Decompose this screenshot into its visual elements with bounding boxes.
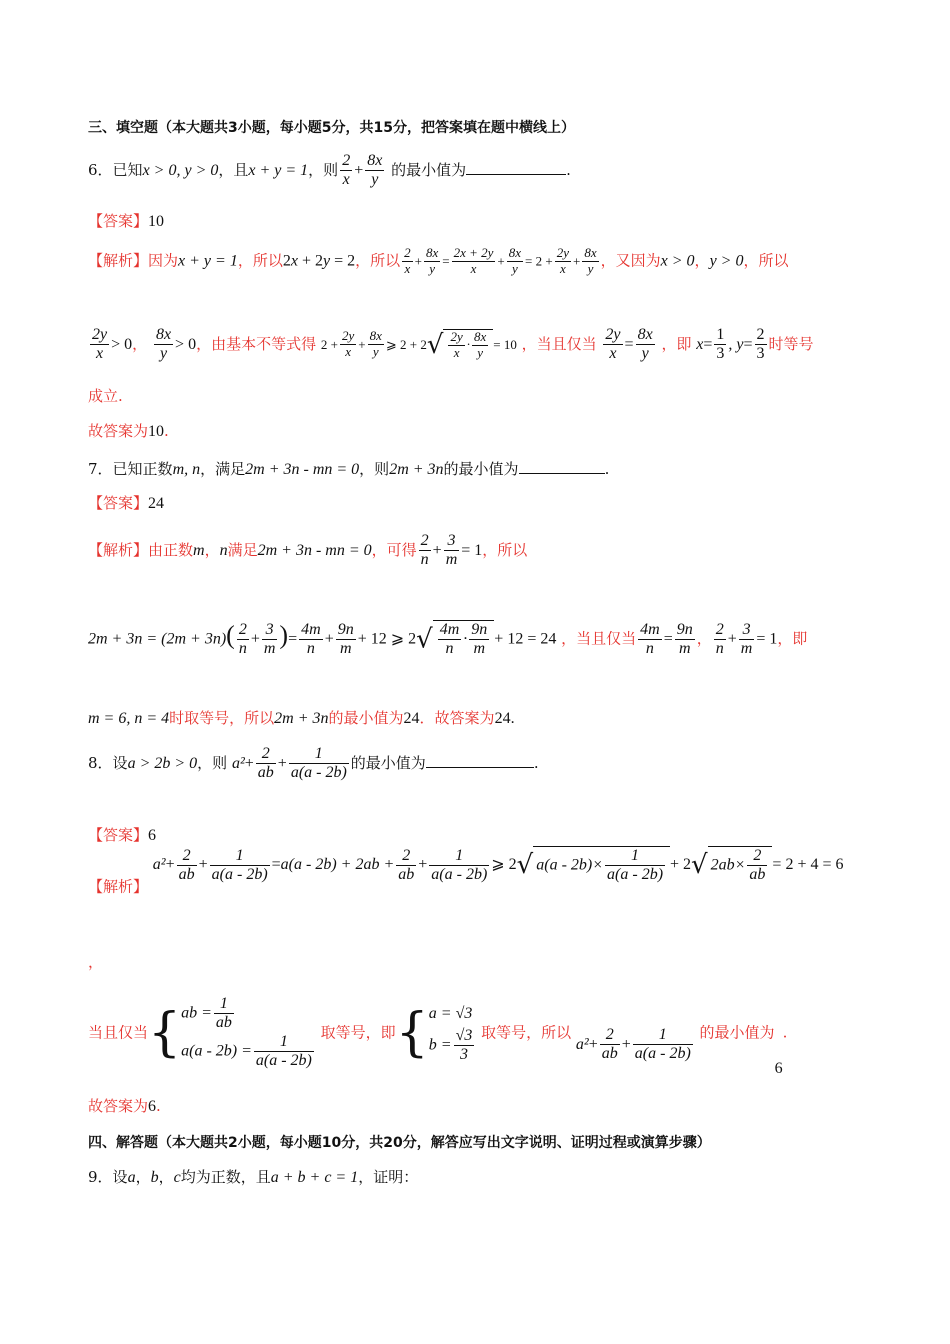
q6-frac-2-over-x: $\frac{2}{x}$ bbox=[342, 152, 351, 189]
q7-answer: 【答案】24 bbox=[88, 494, 165, 512]
q6-analysis-line3: 成立. bbox=[88, 387, 123, 405]
q6-answer-blank[interactable] bbox=[466, 160, 566, 175]
q6-frac-8x-over-y: $\frac{8x}{y}$ bbox=[367, 152, 383, 189]
q8-analysis-comma: ， bbox=[88, 953, 104, 971]
q8-equality-system: ab = $\frac{1}{ab}$ a(a - 2b) = $\frac{1}{a(a - 2b)}$ bbox=[181, 995, 312, 1070]
section4-heading: 四、解答题（本大题共2小题，每小题10分，共20分，解答应写出文字说明、证明过程或演算步骤） bbox=[88, 1135, 711, 1151]
q7-analysis-line1: 【解析】由正数m，n满足2m + 3n - mn = 0，可得 $\frac{2}{n}$ + $\frac{3}{m}$ = 1，所以 bbox=[88, 532, 528, 569]
section3-heading: 三、填空题（本大题共3小题，每小题5分，共15分，把答案填在题中横线上） bbox=[88, 120, 575, 136]
q7-analysis-line2: 2m + 3n = (2m + 3n)( $\frac{2}{n}$ + $\frac{3}{m}$ )= $\frac{4m}{n}$ + $\frac{9n}{m}$ + 12 ⩾ 2√ $\frac{4m}{n}$ · $\frac{9n}{m}$ + 12 = 24 ，当且仅当 $\frac{4m}{n}$ = $\frac{9n}{m}$ ， $\frac{2}{n}$ + $\frac{3}{m}$ = 1，即 bbox=[88, 620, 808, 658]
q6-question: 6．已知x > 0, y > 0，且x + y = 1，则 $\frac{2}{x}$ + $\frac{8x}{y}$ 的最小值为 . bbox=[88, 152, 571, 189]
q7-analysis-line3: m = 6, n = 4时取等号，所以2m + 3n的最小值为24．故答案为24. bbox=[88, 709, 515, 727]
q7-question: 7．已知正数m, n，满足2m + 3n - mn = 0，则2m + 3n的最小值为 . bbox=[88, 460, 610, 478]
q6-analysis-line2: $\frac{2y}{x}$ > 0， $\frac{8x}{y}$ > 0，由基本不等式得 2 + $\frac{2y}{x}$ + $\frac{8x}{y}$ ⩾ 2 + 2√ $\frac{2y}{x}$ · $\frac{8x}{y}$ = 10 ，当且仅当 $\frac{2y}{x}$ = $\frac{8x}{y}$ ，即 x= $\frac{1}{3}$ , y= $\frac{2}{3}$ 时等号 bbox=[92, 326, 814, 363]
q8-question: 8．设a > 2b > 0，则 a²+ $\frac{2}{ab}$ + $\frac{1}{a(a - 2b)}$ 的最小值为 . bbox=[88, 745, 539, 782]
q6-conclusion: 故答案为10. bbox=[88, 422, 169, 440]
q8-conclusion: 故答案为6. bbox=[88, 1097, 161, 1115]
q6-answer: 【答案】10 bbox=[88, 212, 165, 230]
q8-answer: 【答案】6 bbox=[88, 826, 157, 844]
q8-solution-system: a = √3 b = $\frac{√3}{3}$ bbox=[428, 1005, 473, 1064]
q8-answer-blank[interactable] bbox=[426, 753, 534, 768]
q6-analysis-line1: 【解析】因为x + y = 1，所以2x + 2y = 2，所以 $\frac{2}{x}$ + $\frac{8x}{y}$ = $\frac{2x + 2y}{x}$ + $\frac{8x}{y}$ = 2 + $\frac{2y}{x}$ + $\frac{8x}{y}$ ，又因为x > 0，y > 0，所以 bbox=[88, 245, 789, 276]
q8-analysis-line2: 当且仅当{ ab = $\frac{1}{ab}$ a(a - 2b) = $\frac{1}{a(a - 2b)}$ 取等号，即{ a = √3 b = $\frac{√3}{3}$ 取等号，所以 a²+ $\frac{2}{ab}$ + $\frac{1}{a(a - 2b)}$ 的最小值为6. bbox=[88, 995, 788, 1077]
q8-analysis-line1: 【解析】 a²+ $\frac{2}{ab}$ + $\frac{1}{a(a - 2b)}$ =a(a - 2b) + 2ab + $\frac{2}{ab}$ + $\frac{1}{a(a - 2b)}$ ⩾ 2√ a(a - 2b)× $\frac{1}{a(a - 2b)}$ + 2√ 2ab× $\frac{2}{ab}$ = 2 + 4 = 6 bbox=[88, 846, 844, 896]
q7-answer-blank[interactable] bbox=[519, 459, 605, 474]
q9-question: 9．设a，b，c均为正数，且a + b + c = 1，证明： bbox=[88, 1168, 419, 1186]
